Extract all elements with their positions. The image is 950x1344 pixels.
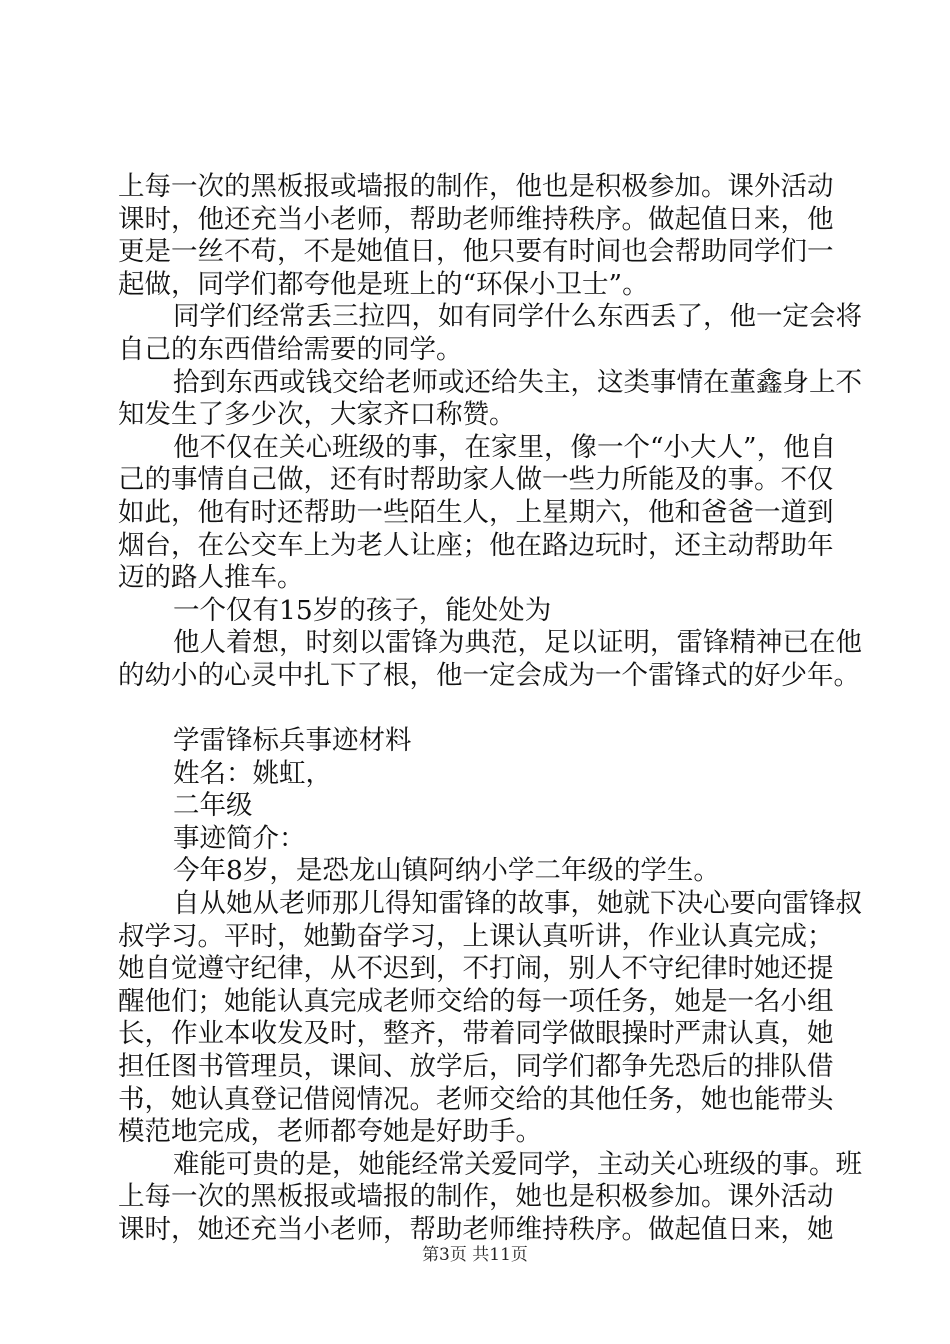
text-line: 他不仅在关心班级的事，在家里，像一个“小大人”，他自 [173, 431, 837, 463]
paragraph-gap [118, 693, 830, 726]
text-line: 同学们经常丢三拉四，如有同学什么东西丢了，他一定会将 [173, 301, 862, 333]
text-line: 的幼小的心灵中扎下了根，他一定会成为一个雷锋式的好少年。 [118, 659, 860, 691]
text-line: 拾到东西或钱交给老师或还给失主，这类事情在董鑫身上不 [173, 366, 862, 398]
text-line: 起做，同学们都夸他是班上的“环保小卫士”。 [118, 268, 649, 300]
text-line: 一个仅有15岁的孩子，能处处为 [173, 594, 552, 626]
text-line: 更是一丝不苟，不是她值日，他只要有时间也会帮助同学们一 [118, 236, 834, 268]
text-line: 担任图书管理员，课间、放学后，同学们都争先恐后的排队借 [118, 1051, 834, 1083]
text-line: 上每一次的黑板报或墙报的制作，她也是积极参加。课外活动 [118, 1181, 834, 1213]
text-line: 长，作业本收发及时，整齐，带着同学做眼操时严肃认真，她 [118, 1018, 834, 1050]
summary-heading: 事迹简介： [173, 822, 306, 854]
text-line: 上每一次的黑板报或墙报的制作，他也是积极参加。课外活动 [118, 171, 834, 202]
text-line: 叔学习。平时，她勤奋学习，上课认真听讲，作业认真完成； [118, 920, 834, 952]
text-line: 迈的路人推车。 [118, 562, 304, 594]
text-line: 自从她从老师那儿得知雷锋的故事，她就下决心要向雷锋叔 [173, 888, 862, 920]
text-line: 他人着想，时刻以雷锋为典范，足以证明，雷锋精神已在他 [173, 627, 862, 659]
text-line: 难能可贵的是，她能经常关爱同学，主动关心班级的事。班 [173, 1148, 862, 1180]
text-line: 课时，她还充当小老师，帮助老师维持秩序。做起值日来，她 [118, 1214, 834, 1245]
text-line: 如此，他有时还帮助一些陌生人，上星期六，他和爸爸一道到 [118, 496, 834, 528]
grade-line: 二年级 [173, 790, 253, 822]
text-line: 模范地完成，老师都夸她是好助手。 [118, 1116, 542, 1148]
text-line: 课时，他还充当小老师，帮助老师维持秩序。做起值日来，他 [118, 203, 834, 235]
text-line: 知发生了多少次，大家齐口称赞。 [118, 399, 516, 431]
text-line: 今年8岁，是恐龙山镇阿纳小学二年级的学生。 [173, 855, 720, 887]
text-line: 她自觉遵守纪律，从不迟到，不打闹，别人不守纪律时她还提 [118, 953, 834, 985]
page-footer: 第3页 共11页 [422, 1245, 528, 1265]
section-title: 学雷锋标兵事迹材料 [173, 725, 412, 757]
document-body [118, 171, 862, 1247]
name-line: 姓名：姚虹， [173, 757, 332, 789]
text-line: 己的事情自己做，还有时帮助家人做一些力所能及的事。不仅 [118, 464, 834, 496]
text-line: 书，她认真登记借阅情况。老师交给的其他任务，她也能带头 [118, 1083, 834, 1115]
text-line: 自己的东西借给需要的同学。 [118, 333, 463, 365]
text-line: 醒他们；她能认真完成老师交给的每一项任务，她是一名小组 [118, 985, 834, 1017]
text-line: 烟台，在公交车上为老人让座；他在路边玩时，还主动帮助年 [118, 529, 834, 561]
